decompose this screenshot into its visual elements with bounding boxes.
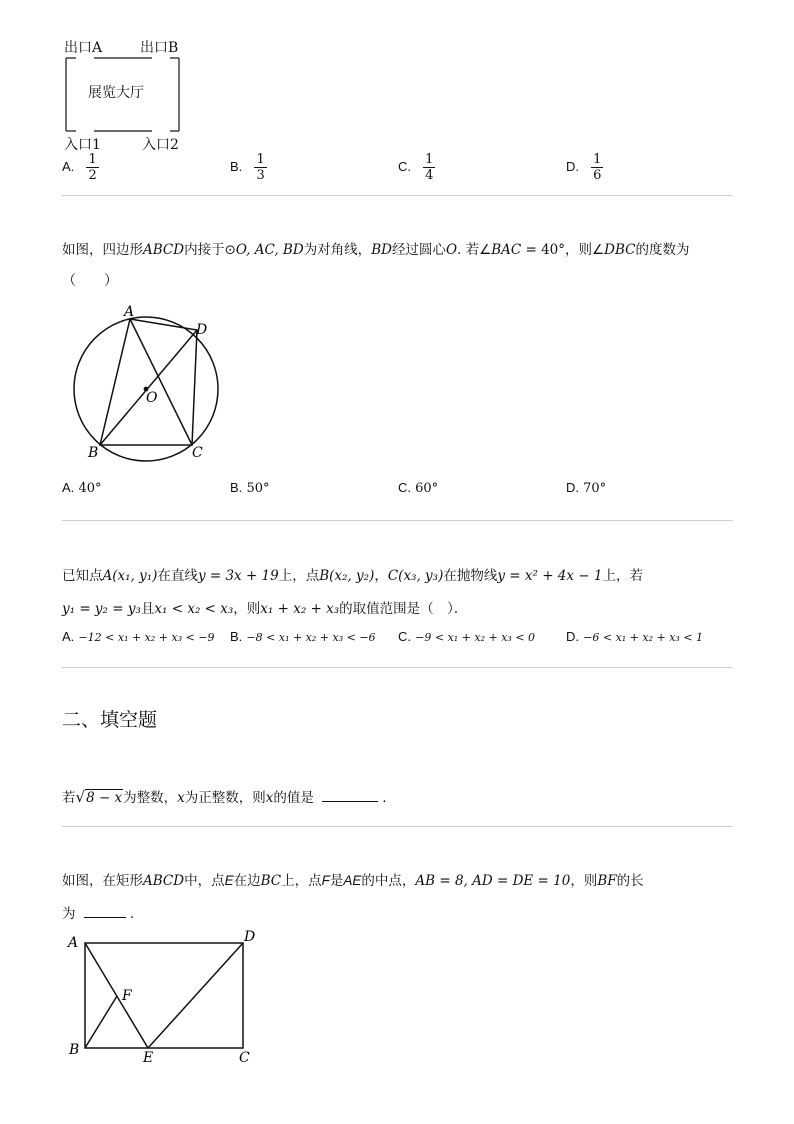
q2-option-d[interactable]: D. 70° xyxy=(566,480,607,496)
q5-figure xyxy=(62,928,262,1068)
q2-figure xyxy=(66,300,236,470)
hall-label: 展览大厅 xyxy=(88,85,144,101)
q2-option-b[interactable]: B. 50° xyxy=(230,480,270,496)
divider xyxy=(62,195,733,196)
q3-option-d[interactable]: D. −6 < x₁ + x₂ + x₃ < 1 xyxy=(566,629,704,644)
answer-blank[interactable] xyxy=(84,917,126,918)
label-e: E xyxy=(143,1050,154,1066)
label-b: B xyxy=(69,1042,80,1058)
q2-answer-paren: （ ） xyxy=(62,273,118,289)
label-a: A xyxy=(68,935,79,951)
rectangle-diagram xyxy=(62,928,262,1068)
q3-stem-line2: y₁ = y₂ = y₃且x₁ < x₂ < x₃，则x₁ + x₂ + x₃的取值范围是（ ）． xyxy=(62,601,468,617)
section-title: 二、填空题 xyxy=(62,709,158,731)
divider xyxy=(62,520,733,521)
q2-option-a[interactable]: A. 40° xyxy=(62,480,102,496)
label-d: D xyxy=(244,929,256,945)
label-o: O xyxy=(146,390,158,406)
q2-stem: 如图，四边形ABCD内接于⊙O, AC, BD为对角线，BD经过圆心O. 若∠BAC = 40°，则∠DBC的度数为 xyxy=(62,242,690,258)
diagonal-ac xyxy=(130,319,192,445)
q1-figure xyxy=(60,36,200,154)
label-c: C xyxy=(192,445,203,461)
exit-b-label: 出口B xyxy=(140,40,179,56)
divider xyxy=(62,826,733,827)
segment-de xyxy=(148,943,243,1048)
rectangle-abcd xyxy=(85,943,243,1048)
exit-a-label: 出口A xyxy=(64,40,103,56)
q2-option-c[interactable]: C. 60° xyxy=(398,480,439,496)
inscribed-quadrilateral-diagram xyxy=(66,300,236,470)
fraction: $\frac{1}{2}$ xyxy=(88,152,97,183)
q1-option-d[interactable]: D. $\frac{1}{6}$ xyxy=(566,152,602,183)
divider xyxy=(62,667,733,668)
q1-option-b[interactable]: B. $\frac{1}{3}$ xyxy=(230,152,265,183)
q1-option-a[interactable]: A. $\frac{1}{2}$ xyxy=(62,152,97,183)
fraction: $\frac{1}{6}$ xyxy=(593,152,602,183)
label-b: B xyxy=(88,445,99,461)
label-c: C xyxy=(239,1050,250,1066)
q3-option-b[interactable]: B. −8 < x₁ + x₂ + x₃ < −6 xyxy=(230,629,376,644)
fraction: $\frac{1}{3}$ xyxy=(256,152,265,183)
entrance-2-label: 入口2 xyxy=(142,137,179,153)
q5-stem-line2: 为 . xyxy=(62,906,135,922)
fraction: $\frac{1}{4}$ xyxy=(425,152,434,183)
entrance-1-label: 入口1 xyxy=(64,137,101,153)
label-f: F xyxy=(122,988,132,1004)
q3-option-a[interactable]: A. −12 < x₁ + x₂ + x₃ < −9 xyxy=(62,629,215,644)
sqrt-sign: √ xyxy=(75,788,86,806)
label-d: D xyxy=(196,322,208,338)
q3-stem-line1: 已知点A(x₁, y₁)在直线y = 3x + 19上，点B(x₂, y₂)，C(x₃, y₃)在抛物线y = x² + 4x − 1上，若 xyxy=(62,568,643,584)
q1-option-c[interactable]: C. $\frac{1}{4}$ xyxy=(398,152,434,183)
answer-blank[interactable] xyxy=(322,801,378,802)
segment-bf xyxy=(85,996,117,1048)
q4-stem: 若√8 − x为整数，x为正整数，则x的值是 . xyxy=(62,788,387,806)
q5-stem-line1: 如图，在矩形ABCD中，点E在边BC上，点F是AE的中点，AB = 8, AD = DE = 10，则BF的长 xyxy=(62,873,644,889)
radicand: 8 − x xyxy=(86,790,123,806)
diagonal-bd xyxy=(100,330,197,445)
q3-option-c[interactable]: C. −9 < x₁ + x₂ + x₃ < 0 xyxy=(398,629,536,644)
label-a: A xyxy=(124,304,135,320)
